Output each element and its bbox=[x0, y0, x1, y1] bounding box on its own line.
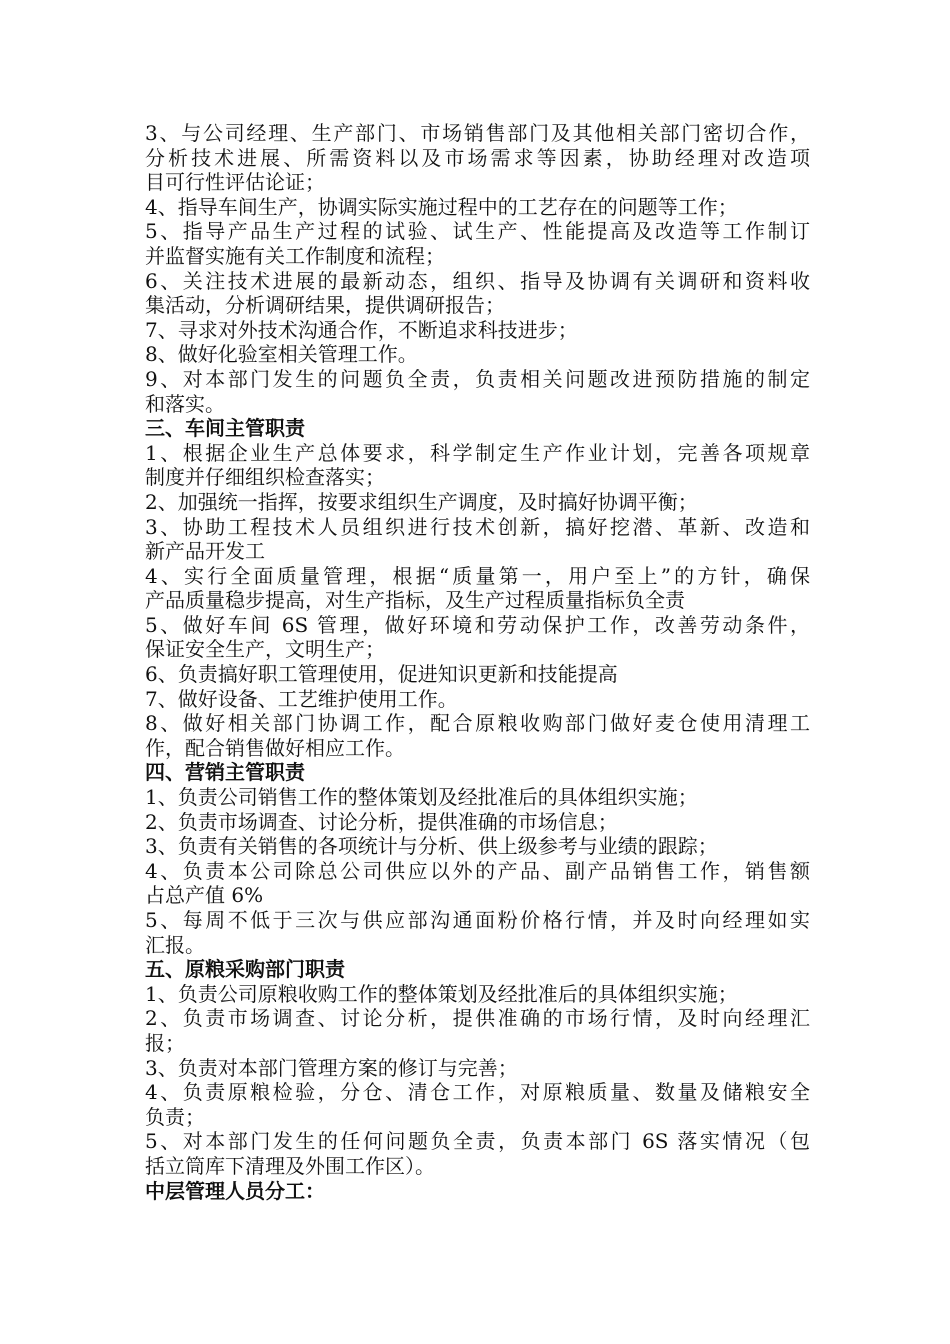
text-line: 3、负责对本部门管理方案的修订与完善； bbox=[145, 1055, 518, 1080]
text-line: 目可行性评估论证； bbox=[145, 170, 325, 195]
text-line: 报； bbox=[145, 1030, 185, 1055]
text-line: 3、协助工程技术人员组织进行技术创新，搞好挖潜、革新、改造和 bbox=[145, 514, 810, 539]
section-heading: 三、车间主管职责 bbox=[145, 416, 305, 441]
text-line: 并监督实施有关工作制度和流程； bbox=[145, 243, 445, 268]
text-line: 和落实。 bbox=[145, 391, 225, 416]
document-body bbox=[145, 121, 810, 1203]
text-line: 1、负责公司原粮收购工作的整体策划及经批准后的具体组织实施； bbox=[145, 981, 738, 1006]
text-line: 2、负责市场调查、讨论分析，提供准确的市场信息； bbox=[145, 809, 618, 834]
text-line: 负责； bbox=[145, 1104, 205, 1129]
text-line: 作，配合销售做好相应工作。 bbox=[145, 735, 405, 760]
text-line: 5、指导产品生产过程的试验、试生产、性能提高及改造等工作制订 bbox=[145, 219, 810, 244]
text-line: 4、负责原粮检验，分仓、清仓工作，对原粮质量、数量及储粮安全 bbox=[145, 1080, 810, 1105]
text-line: 新产品开发工 bbox=[145, 539, 265, 564]
text-line: 4、实行全面质量管理，根据“质量第一，用户至上”的方针，确保 bbox=[145, 563, 810, 588]
text-line: 1、负责公司销售工作的整体策划及经批准后的具体组织实施； bbox=[145, 785, 698, 810]
section-heading: 中层管理人员分工： bbox=[145, 1178, 325, 1203]
text-line: 5、每周不低于三次与供应部沟通面粉价格行情，并及时向经理如实 bbox=[145, 908, 810, 932]
text-line: 3、负责有关销售的各项统计与分析、供上级参考与业绩的跟踪； bbox=[145, 834, 718, 859]
text-line: 括立筒库下清理及外围工作区）。 bbox=[145, 1153, 435, 1178]
text-line: 集活动，分析调研结果，提供调研报告； bbox=[145, 293, 505, 318]
text-line: 1、根据企业生产总体要求，科学制定生产作业计划，完善各项规章 bbox=[145, 440, 810, 465]
text-line: 汇报。 bbox=[145, 932, 205, 957]
text-line: 分析技术进展、所需资料以及市场需求等因素，协助经理对改造项 bbox=[145, 145, 810, 170]
text-line: 保证安全生产，文明生产； bbox=[145, 637, 385, 662]
section-heading: 五、原粮采购部门职责 bbox=[145, 957, 345, 982]
text-line: 2、加强统一指挥，按要求组织生产调度，及时搞好协调平衡； bbox=[145, 489, 698, 514]
text-line: 7、寻求对外技术沟通合作，不断追求科技进步； bbox=[145, 317, 578, 342]
text-line: 3、与公司经理、生产部门、市场销售部门及其他相关部门密切合作， bbox=[145, 121, 810, 145]
section-heading: 四、营销主管职责 bbox=[145, 760, 305, 785]
text-line: 9、对本部门发生的问题负全责，负责相关问题改进预防措施的制定 bbox=[145, 366, 810, 391]
text-line: 制度并仔细组织检查落实； bbox=[145, 465, 385, 490]
text-line: 6、负责搞好职工管理使用，促进知识更新和技能提高 bbox=[145, 662, 618, 687]
text-line: 4、负责本公司除总公司供应以外的产品、副产品销售工作，销售额 bbox=[145, 858, 810, 883]
text-line: 4、指导车间生产，协调实际实施过程中的工艺存在的问题等工作； bbox=[145, 194, 738, 219]
text-line: 5、对本部门发生的任何问题负全责，负责本部门 6S 落实情况（包 bbox=[145, 1129, 810, 1154]
text-line: 8、做好化验室相关管理工作。 bbox=[145, 342, 418, 367]
text-line: 7、做好设备、工艺维护使用工作。 bbox=[145, 686, 458, 711]
text-line: 2、负责市场调查、讨论分析，提供准确的市场行情，及时向经理汇 bbox=[145, 1006, 810, 1031]
text-line: 5、做好车间 6S 管理，做好环境和劳动保护工作，改善劳动条件， bbox=[145, 612, 810, 637]
text-line: 8、做好相关部门协调工作，配合原粮收购部门做好麦仓使用清理工 bbox=[145, 711, 810, 736]
text-line: 产品质量稳步提高，对生产指标，及生产过程质量指标负全责 bbox=[145, 588, 685, 613]
text-line: 6、关注技术进展的最新动态，组织、指导及协调有关调研和资料收 bbox=[145, 268, 810, 293]
text-line: 占总产值 6% bbox=[145, 883, 264, 908]
